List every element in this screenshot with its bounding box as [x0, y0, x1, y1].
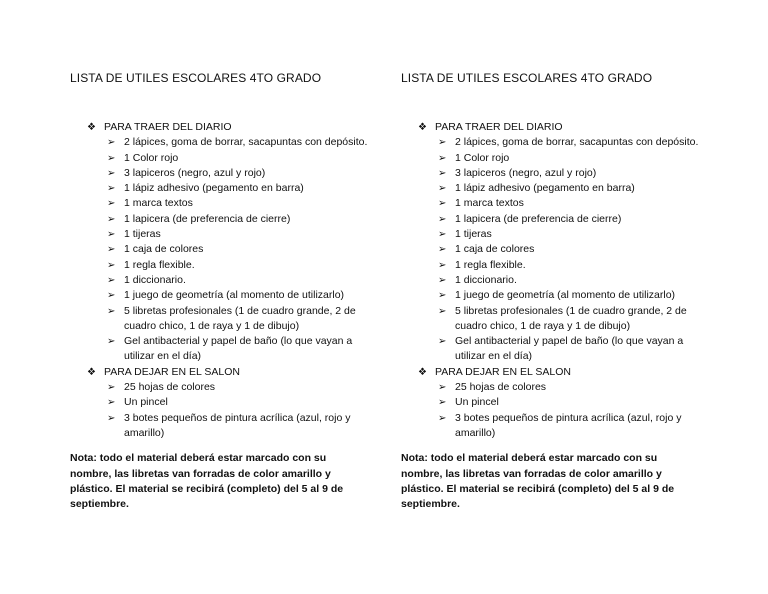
- arrow-bullet-icon: ➢: [438, 382, 447, 394]
- list-item: ➢ 1 regla flexible.: [124, 258, 370, 273]
- list-title: LISTA DE UTILES ESCOLARES 4TO GRADO: [70, 71, 322, 85]
- list-item: ➢ 3 lapiceros (negro, azul y rojo): [124, 166, 370, 181]
- section-heading-label: PARA TRAER DEL DIARIO: [104, 121, 232, 133]
- school-list-right: [401, 70, 701, 512]
- list-item: ➢ 1 lápiz adhesivo (pegamento en barra): [455, 181, 701, 196]
- list-item: ➢ Un pincel: [455, 395, 701, 410]
- list-item: ➢ 1 tijeras: [455, 227, 701, 242]
- school-list-left: [70, 70, 370, 512]
- arrow-bullet-icon: ➢: [438, 412, 447, 424]
- section-heading-salon: [401, 365, 701, 380]
- arrow-bullet-icon: ➢: [107, 397, 116, 409]
- section-heading-salon: [70, 365, 370, 380]
- list-item: ➢ 3 botes pequeños de pintura acrílica (azul, rojo y amarillo): [107, 411, 351, 439]
- list-item: ➢ 25 hojas de colores: [455, 380, 701, 395]
- list-diario: [70, 135, 370, 364]
- arrow-bullet-icon: ➢: [107, 274, 116, 286]
- arrow-bullet-icon: ➢: [107, 412, 116, 424]
- list-item: ➢ 1 marca textos: [455, 196, 701, 211]
- list-item: ➢ 1 diccionario.: [455, 273, 701, 288]
- arrow-bullet-icon: ➢: [438, 183, 447, 195]
- list-item: ➢ 5 libretas profesionales (1 de cuadro grande, 2 de cuadro chico, 1 de raya y 1 de dibujo): [438, 304, 687, 332]
- arrow-bullet-icon: ➢: [107, 213, 116, 225]
- arrow-bullet-icon: ➢: [438, 259, 447, 271]
- list-item: ➢ Gel antibacterial y papel de baño (lo que vayan a utilizar en el día): [438, 335, 684, 363]
- list-item: ➢ Un pincel: [124, 395, 370, 410]
- arrow-bullet-icon: ➢: [438, 167, 447, 179]
- list-item: ➢ 1 tijeras: [124, 227, 370, 242]
- diamond-bullet-icon: ❖: [418, 122, 427, 133]
- section-heading-label: PARA DEJAR EN EL SALON: [435, 365, 571, 378]
- arrow-bullet-icon: ➢: [438, 290, 447, 302]
- list-item: ➢ 1 lapicera (de preferencia de cierre): [455, 212, 701, 227]
- arrow-bullet-icon: ➢: [107, 305, 116, 317]
- arrow-bullet-icon: ➢: [107, 382, 116, 394]
- diamond-bullet-icon: ❖: [87, 366, 96, 378]
- section-heading-diario: [401, 120, 701, 135]
- list-item: ➢ 1 juego de geometría (al momento de utilizarlo): [124, 288, 370, 303]
- note-text: Nota: todo el material deberá estar marcado con su nombre, las libretas van forradas de color amarillo y plástico. El material se recibirá (completo) del 5 al 9 de septiembre.: [70, 452, 344, 511]
- arrow-bullet-icon: ➢: [107, 183, 116, 195]
- arrow-bullet-icon: ➢: [438, 274, 447, 286]
- list-item: ➢ 1 diccionario.: [124, 273, 370, 288]
- arrow-bullet-icon: ➢: [107, 336, 116, 348]
- list-item: ➢ 1 lapicera (de preferencia de cierre): [124, 212, 370, 227]
- list-item: ➢ 3 botes pequeños de pintura acrílica (azul, rojo y amarillo): [438, 411, 682, 439]
- arrow-bullet-icon: ➢: [107, 244, 116, 256]
- list-item: ➢ 2 lápices, goma de borrar, sacapuntas con depósito.: [124, 135, 370, 150]
- section-heading-label: PARA DEJAR EN EL SALON: [104, 365, 240, 378]
- arrow-bullet-icon: ➢: [107, 259, 116, 271]
- arrow-bullet-icon: ➢: [107, 198, 116, 210]
- arrow-bullet-icon: ➢: [438, 152, 447, 164]
- list-item: ➢ 1 caja de colores: [124, 242, 370, 257]
- arrow-bullet-icon: ➢: [107, 229, 116, 241]
- arrow-bullet-icon: ➢: [438, 397, 447, 409]
- arrow-bullet-icon: ➢: [438, 229, 447, 241]
- list-item: ➢ 5 libretas profesionales (1 de cuadro grande, 2 de cuadro chico, 1 de raya y 1 de dibujo): [107, 304, 356, 332]
- arrow-bullet-icon: ➢: [107, 137, 116, 149]
- list-item: ➢ 1 juego de geometría (al momento de utilizarlo): [455, 288, 701, 303]
- arrow-bullet-icon: ➢: [438, 244, 447, 256]
- diamond-bullet-icon: ❖: [87, 122, 96, 133]
- diamond-bullet-icon: ❖: [418, 366, 427, 378]
- arrow-bullet-icon: ➢: [438, 305, 447, 317]
- list-item: ➢ 1 lápiz adhesivo (pegamento en barra): [124, 181, 370, 196]
- list-title: LISTA DE UTILES ESCOLARES 4TO GRADO: [401, 71, 653, 85]
- arrow-bullet-icon: ➢: [107, 290, 116, 302]
- arrow-bullet-icon: ➢: [438, 198, 447, 210]
- list-item: ➢ 1 Color rojo: [455, 151, 701, 166]
- list-item: ➢ 25 hojas de colores: [124, 380, 370, 395]
- arrow-bullet-icon: ➢: [438, 213, 447, 225]
- list-salon: [401, 380, 701, 441]
- list-item: ➢ 1 marca textos: [124, 196, 370, 211]
- list-item: ➢ 1 caja de colores: [455, 242, 701, 257]
- arrow-bullet-icon: ➢: [107, 167, 116, 179]
- list-item: ➢ 2 lápices, goma de borrar, sacapuntas con depósito.: [455, 135, 701, 150]
- list-diario: [401, 135, 701, 364]
- arrow-bullet-icon: ➢: [107, 152, 116, 164]
- list-item: ➢ 1 Color rojo: [124, 151, 370, 166]
- list-item: ➢ Gel antibacterial y papel de baño (lo que vayan a utilizar en el día): [107, 335, 353, 363]
- note-text: Nota: todo el material deberá estar marcado con su nombre, las libretas van forradas de color amarillo y plástico. El material se recibirá (completo) del 5 al 9 de septiembre.: [401, 452, 675, 511]
- section-heading-diario: [70, 120, 370, 135]
- list-item: ➢ 1 regla flexible.: [455, 258, 701, 273]
- arrow-bullet-icon: ➢: [438, 137, 447, 149]
- list-item: ➢ 3 lapiceros (negro, azul y rojo): [455, 166, 701, 181]
- list-salon: [70, 380, 370, 441]
- section-heading-label: PARA TRAER DEL DIARIO: [435, 121, 563, 133]
- arrow-bullet-icon: ➢: [438, 336, 447, 348]
